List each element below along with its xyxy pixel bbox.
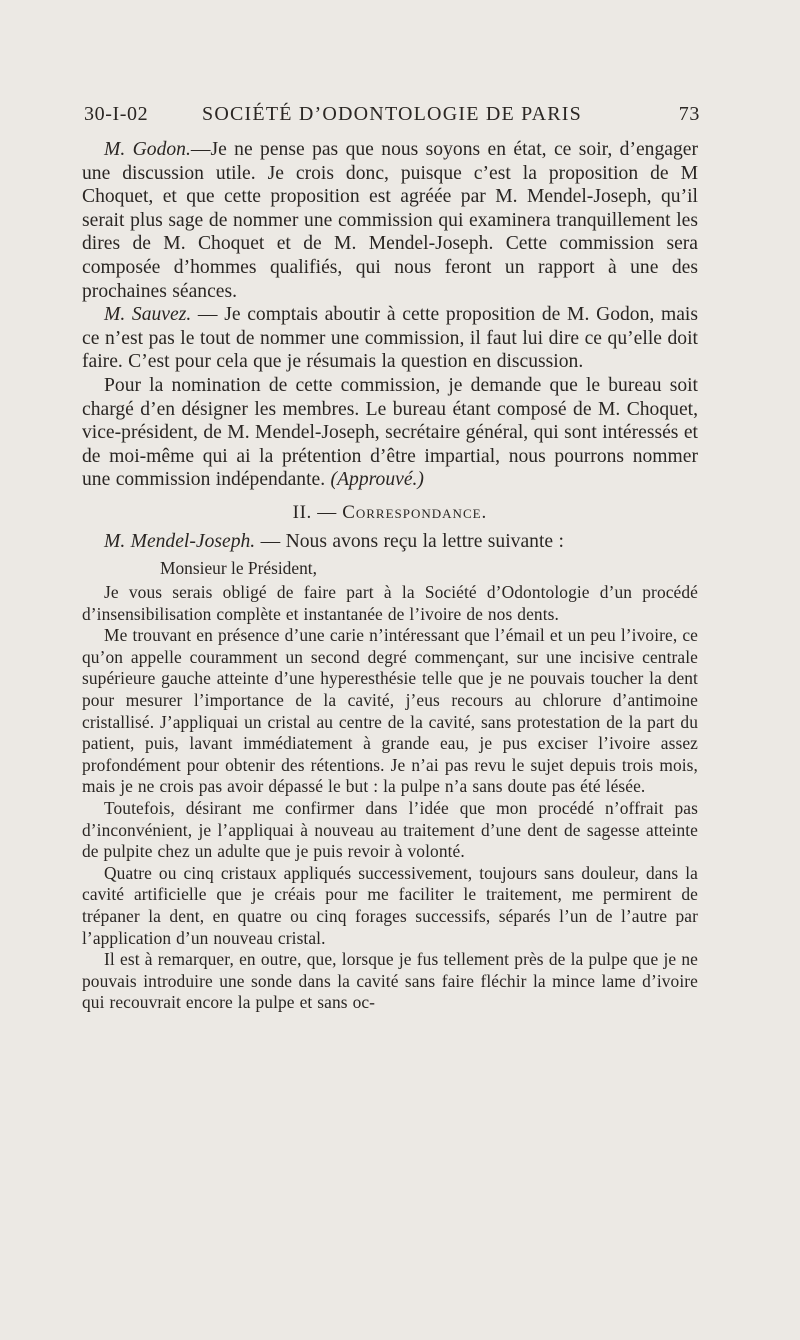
paragraph-mendel-joseph [82,530,698,554]
page-body [82,138,698,1014]
paragraph-sauvez [82,303,698,374]
letter-paragraph: Quatre ou cinq cristaux appliqués successivement, toujours sans douleur, dans la cavité artificielle que je créais pour me faciliter le traitement, me permirent de trépaner la dent, en quatre ou cinq forages successifs, séparés l’un de l’autre par l’application d’un nouveau cristal. [82,862,698,948]
page-number: 73 [678,103,700,125]
approval-note: (Approuvé.) [330,469,424,491]
section-heading [82,501,698,524]
speaker-name: M. Mendel-Joseph. [104,530,256,552]
section-number: II. [292,501,312,523]
letter-paragraph: Toutefois, désirant me confirmer dans l’idée que mon procédé n’offrait pas d’inconvénient, je l’appliquai à nouveau au traitement d’une dent de sagesse atteinte de pulpite chez un adulte que je puis revoir à volonté. [82,798,698,862]
letter [82,558,698,1014]
header-date: 30-I-02 [84,103,149,125]
header-title: SOCIÉTÉ D’ODONTOLOGIE DE PARIS [202,103,582,125]
letter-salutation: Monsieur le Président, [160,557,317,578]
letter-paragraph: Me trouvant en présence d’une carie n’intéressant que l’émail et un peu l’ivoire, ce qu’on appelle couramment un second degré commençant, sur une incisive centrale supérieure gauche atteinte d’une hyperesthésie telle que je ne pouvais toucher la dent pour mesurer l’importance de la cavité, j’eus recours au chlorure d’antimoine cristallisé. J’appliquai un cristal au centre de la cavité, sans protestation de la part du patient, puis, lavant immédiatement à grande eau, je pus exciser l’ivoire assez profondément pour obtenir des rétentions. Je n’ai pas revu le sujet depuis trois mois, mais je ne crois pas avoir dépassé le but : la pulpe n’a sans doute pas été lésée. [82,625,698,797]
paragraph-text: Pour la nomination de cette commission, je demande que le bureau soit chargé d’en désigner les membres. Le bureau étant composé de M. Choquet, vice-président, de M. Mendel-Joseph, secrétaire général, qui sont intéressés et de moi-même qui ai la prétention d’être impartial, nous pourrons nommer une commission indépendante. [82,374,698,491]
running-header [84,103,700,133]
paragraph-text: —Je ne pense pas que nous soyons en état, ce soir, d’engager une discussion utile. Je crois donc, puisque c’est la proposition de M Choquet, et que cette proposition est agréée par M. Mendel-Joseph, qu’il serait plus sage de nommer une commission qui examinera tranquillement les dires de M. Choquet et de M. Mendel-Joseph. Cette commission sera composée d’hommes qualifiés, qui nous feront un rapport à une des prochaines séances. [82,139,698,302]
section-dash: — [311,501,343,523]
section-title: Correspondance. [342,501,488,523]
paragraph-godon [82,138,698,303]
paragraph-text: — Nous avons reçu la lettre suivante : [255,530,564,552]
speaker-name: M. Sauvez. [104,304,192,326]
letter-paragraph: Je vous serais obligé de faire part à la Société d’Odontologie d’un procédé d’insensibilisation complète et instantanée de l’ivoire de nos dents. [82,582,698,624]
paragraph-text: — Je comptais aboutir à cette proposition de M. Godon, mais ce n’est pas le tout de nommer une commission, il faut lui dire ce qu’elle doit faire. C’est pour cela que je résumais la question en discussion. [82,304,699,373]
paragraph-commission [82,374,698,492]
speaker-name: M. Godon. [104,139,191,160]
letter-paragraph: Il est à remarquer, en outre, que, lorsque je fus tellement près de la pulpe que je ne pouvais introduire une sonde dans la cavité sans faire fléchir la mince lame d’ivoire qui recouvrait encore la pulpe et sans oc- [82,949,698,1013]
